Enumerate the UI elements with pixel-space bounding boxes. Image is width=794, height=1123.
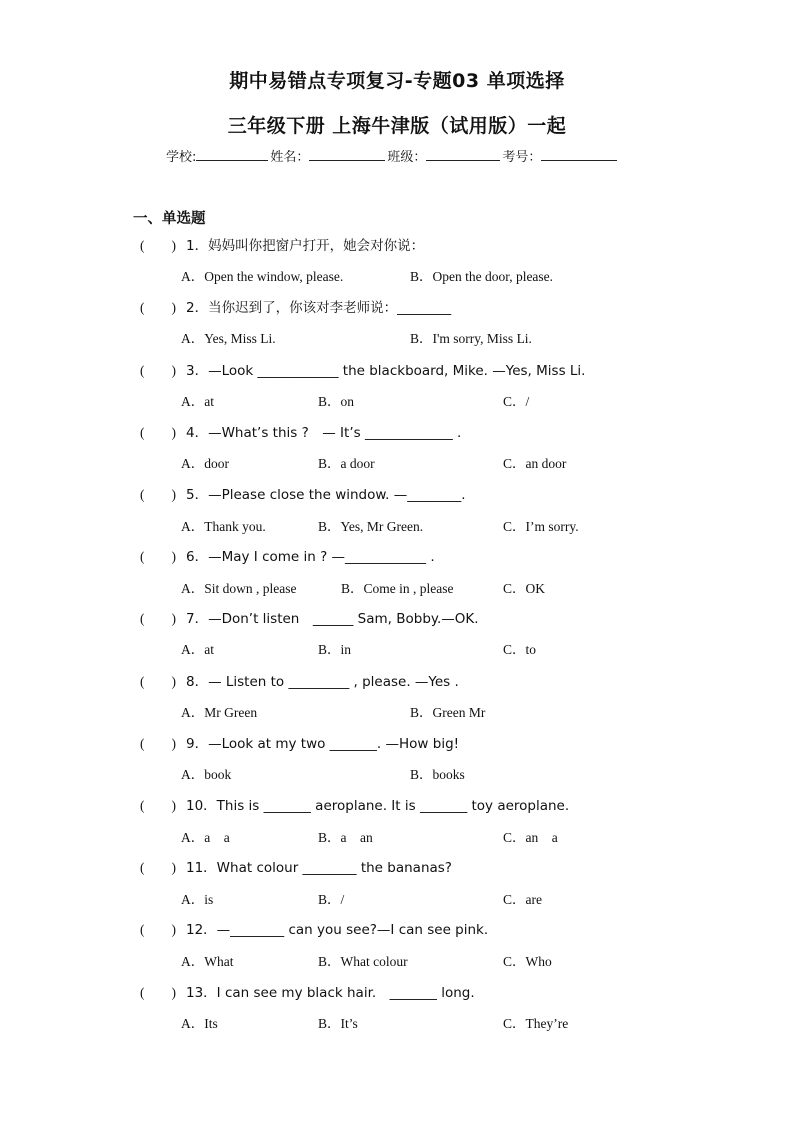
- school-label: 学校:: [166, 150, 197, 165]
- option-b[interactable]: B．Green Mr: [410, 705, 486, 720]
- option-a[interactable]: A．Sit down , please: [181, 581, 297, 596]
- question-text: 3．—Look ____________ the blackboard, Mike. —Yes, Miss Li.: [186, 363, 586, 379]
- question-text: 7．—Don’t listen ______ Sam, Bobby.—OK.: [186, 611, 479, 627]
- question-stem-3: [140, 359, 585, 379]
- answer-parenthesis[interactable]: ( ): [140, 922, 176, 937]
- option-b[interactable]: B．in: [318, 642, 352, 657]
- option-b[interactable]: B．books: [410, 767, 465, 782]
- question-stem-6: [140, 545, 435, 565]
- question-text: 6．—May I come in ? —____________ .: [186, 549, 435, 565]
- question-text: 8．— Listen to _________ , please. —Yes .: [186, 674, 459, 690]
- number-blank[interactable]: [541, 146, 617, 161]
- option-b[interactable]: B．Come in , please: [341, 581, 454, 596]
- answer-parenthesis[interactable]: ( ): [140, 238, 176, 253]
- question-stem-1: [140, 234, 424, 254]
- option-b[interactable]: B．a an: [318, 830, 373, 845]
- option-c[interactable]: C．Who: [503, 954, 552, 969]
- question-text: 10．This is _______ aeroplane. It is _______ toy aeroplane.: [186, 798, 570, 814]
- option-a[interactable]: A．Thank you.: [181, 519, 266, 534]
- question-stem-8: [140, 670, 459, 690]
- question-stem-11: [140, 856, 452, 876]
- question-text: 5．—Please close the window. —________.: [186, 487, 466, 503]
- question-stem-10: [140, 794, 569, 814]
- question-stem-5: [140, 483, 466, 503]
- question-text: 12．—________ can you see?—I can see pink.: [186, 922, 489, 938]
- option-c[interactable]: C．an door: [503, 456, 567, 471]
- option-c[interactable]: C．They’re: [503, 1016, 569, 1031]
- option-b[interactable]: B．Open the door, please.: [410, 269, 554, 284]
- option-a[interactable]: A．at: [181, 394, 214, 409]
- option-a[interactable]: A．book: [181, 767, 232, 782]
- option-c[interactable]: C．/: [503, 394, 530, 409]
- answer-parenthesis[interactable]: ( ): [140, 363, 176, 378]
- question-stem-4: [140, 421, 461, 441]
- section-title: 一、单选题: [133, 211, 206, 227]
- option-c[interactable]: C．are: [503, 892, 542, 907]
- option-a[interactable]: A．Its: [181, 1016, 218, 1031]
- option-c[interactable]: C．an a: [503, 830, 558, 845]
- number-label: 考号：: [502, 150, 542, 165]
- question-text: 11．What colour ________ the bananas?: [186, 860, 452, 876]
- answer-parenthesis[interactable]: ( ): [140, 860, 176, 875]
- question-text: 1．妈妈叫你把窗户打开，她会对你说：: [186, 238, 425, 254]
- question-text: 4．—What’s this ? — It’s _____________ .: [186, 425, 462, 441]
- option-a[interactable]: A．What: [181, 954, 234, 969]
- option-a[interactable]: A．Open the window, please.: [181, 269, 344, 284]
- answer-parenthesis[interactable]: ( ): [140, 985, 176, 1000]
- question-stem-9: [140, 732, 459, 752]
- answer-parenthesis[interactable]: ( ): [140, 487, 176, 502]
- option-b[interactable]: B．It’s: [318, 1016, 358, 1031]
- answer-parenthesis[interactable]: ( ): [140, 674, 176, 689]
- option-b[interactable]: B．/: [318, 892, 345, 907]
- option-a[interactable]: A．door: [181, 456, 229, 471]
- class-blank[interactable]: [426, 146, 500, 161]
- question-stem-7: [140, 607, 479, 627]
- name-blank[interactable]: [309, 146, 385, 161]
- option-b[interactable]: B．a door: [318, 456, 375, 471]
- answer-parenthesis[interactable]: ( ): [140, 549, 176, 564]
- answer-parenthesis[interactable]: ( ): [140, 736, 176, 751]
- question-stem-2: [140, 296, 451, 316]
- question-stem-12: [140, 918, 488, 938]
- class-label: 班级：: [387, 150, 427, 165]
- page-subtitle: 三年级下册 上海牛津版（试用版）一起: [227, 115, 567, 137]
- option-c[interactable]: C．OK: [503, 581, 546, 596]
- option-a[interactable]: A．Yes, Miss Li.: [181, 331, 276, 346]
- answer-parenthesis[interactable]: ( ): [140, 798, 176, 813]
- option-c[interactable]: C．to: [503, 642, 537, 657]
- answer-parenthesis[interactable]: ( ): [140, 425, 176, 440]
- page-title: 期中易错点专项复习-专题03 单项选择: [229, 70, 565, 92]
- question-stem-13: [140, 981, 475, 1001]
- option-a[interactable]: A．at: [181, 642, 214, 657]
- answer-parenthesis[interactable]: ( ): [140, 611, 176, 626]
- answer-parenthesis[interactable]: ( ): [140, 300, 176, 315]
- option-b[interactable]: B．I'm sorry, Miss Li.: [410, 331, 532, 346]
- option-b[interactable]: B．Yes, Mr Green.: [318, 519, 424, 534]
- student-info-line: [166, 146, 619, 165]
- option-b[interactable]: B．on: [318, 394, 355, 409]
- option-c[interactable]: C．I’m sorry.: [503, 519, 579, 534]
- question-text: 13．I can see my black hair. _______ long.: [186, 985, 475, 1001]
- option-b[interactable]: B．What colour: [318, 954, 408, 969]
- option-a[interactable]: A．is: [181, 892, 214, 907]
- school-blank[interactable]: [196, 146, 268, 161]
- option-a[interactable]: A．Mr Green: [181, 705, 258, 720]
- question-text: 9．—Look at my two _______. —How big!: [186, 736, 460, 752]
- option-a[interactable]: A．a a: [181, 830, 230, 845]
- question-text: 2．当你迟到了，你该对李老师说：________: [186, 300, 452, 316]
- name-label: 姓名：: [270, 150, 310, 165]
